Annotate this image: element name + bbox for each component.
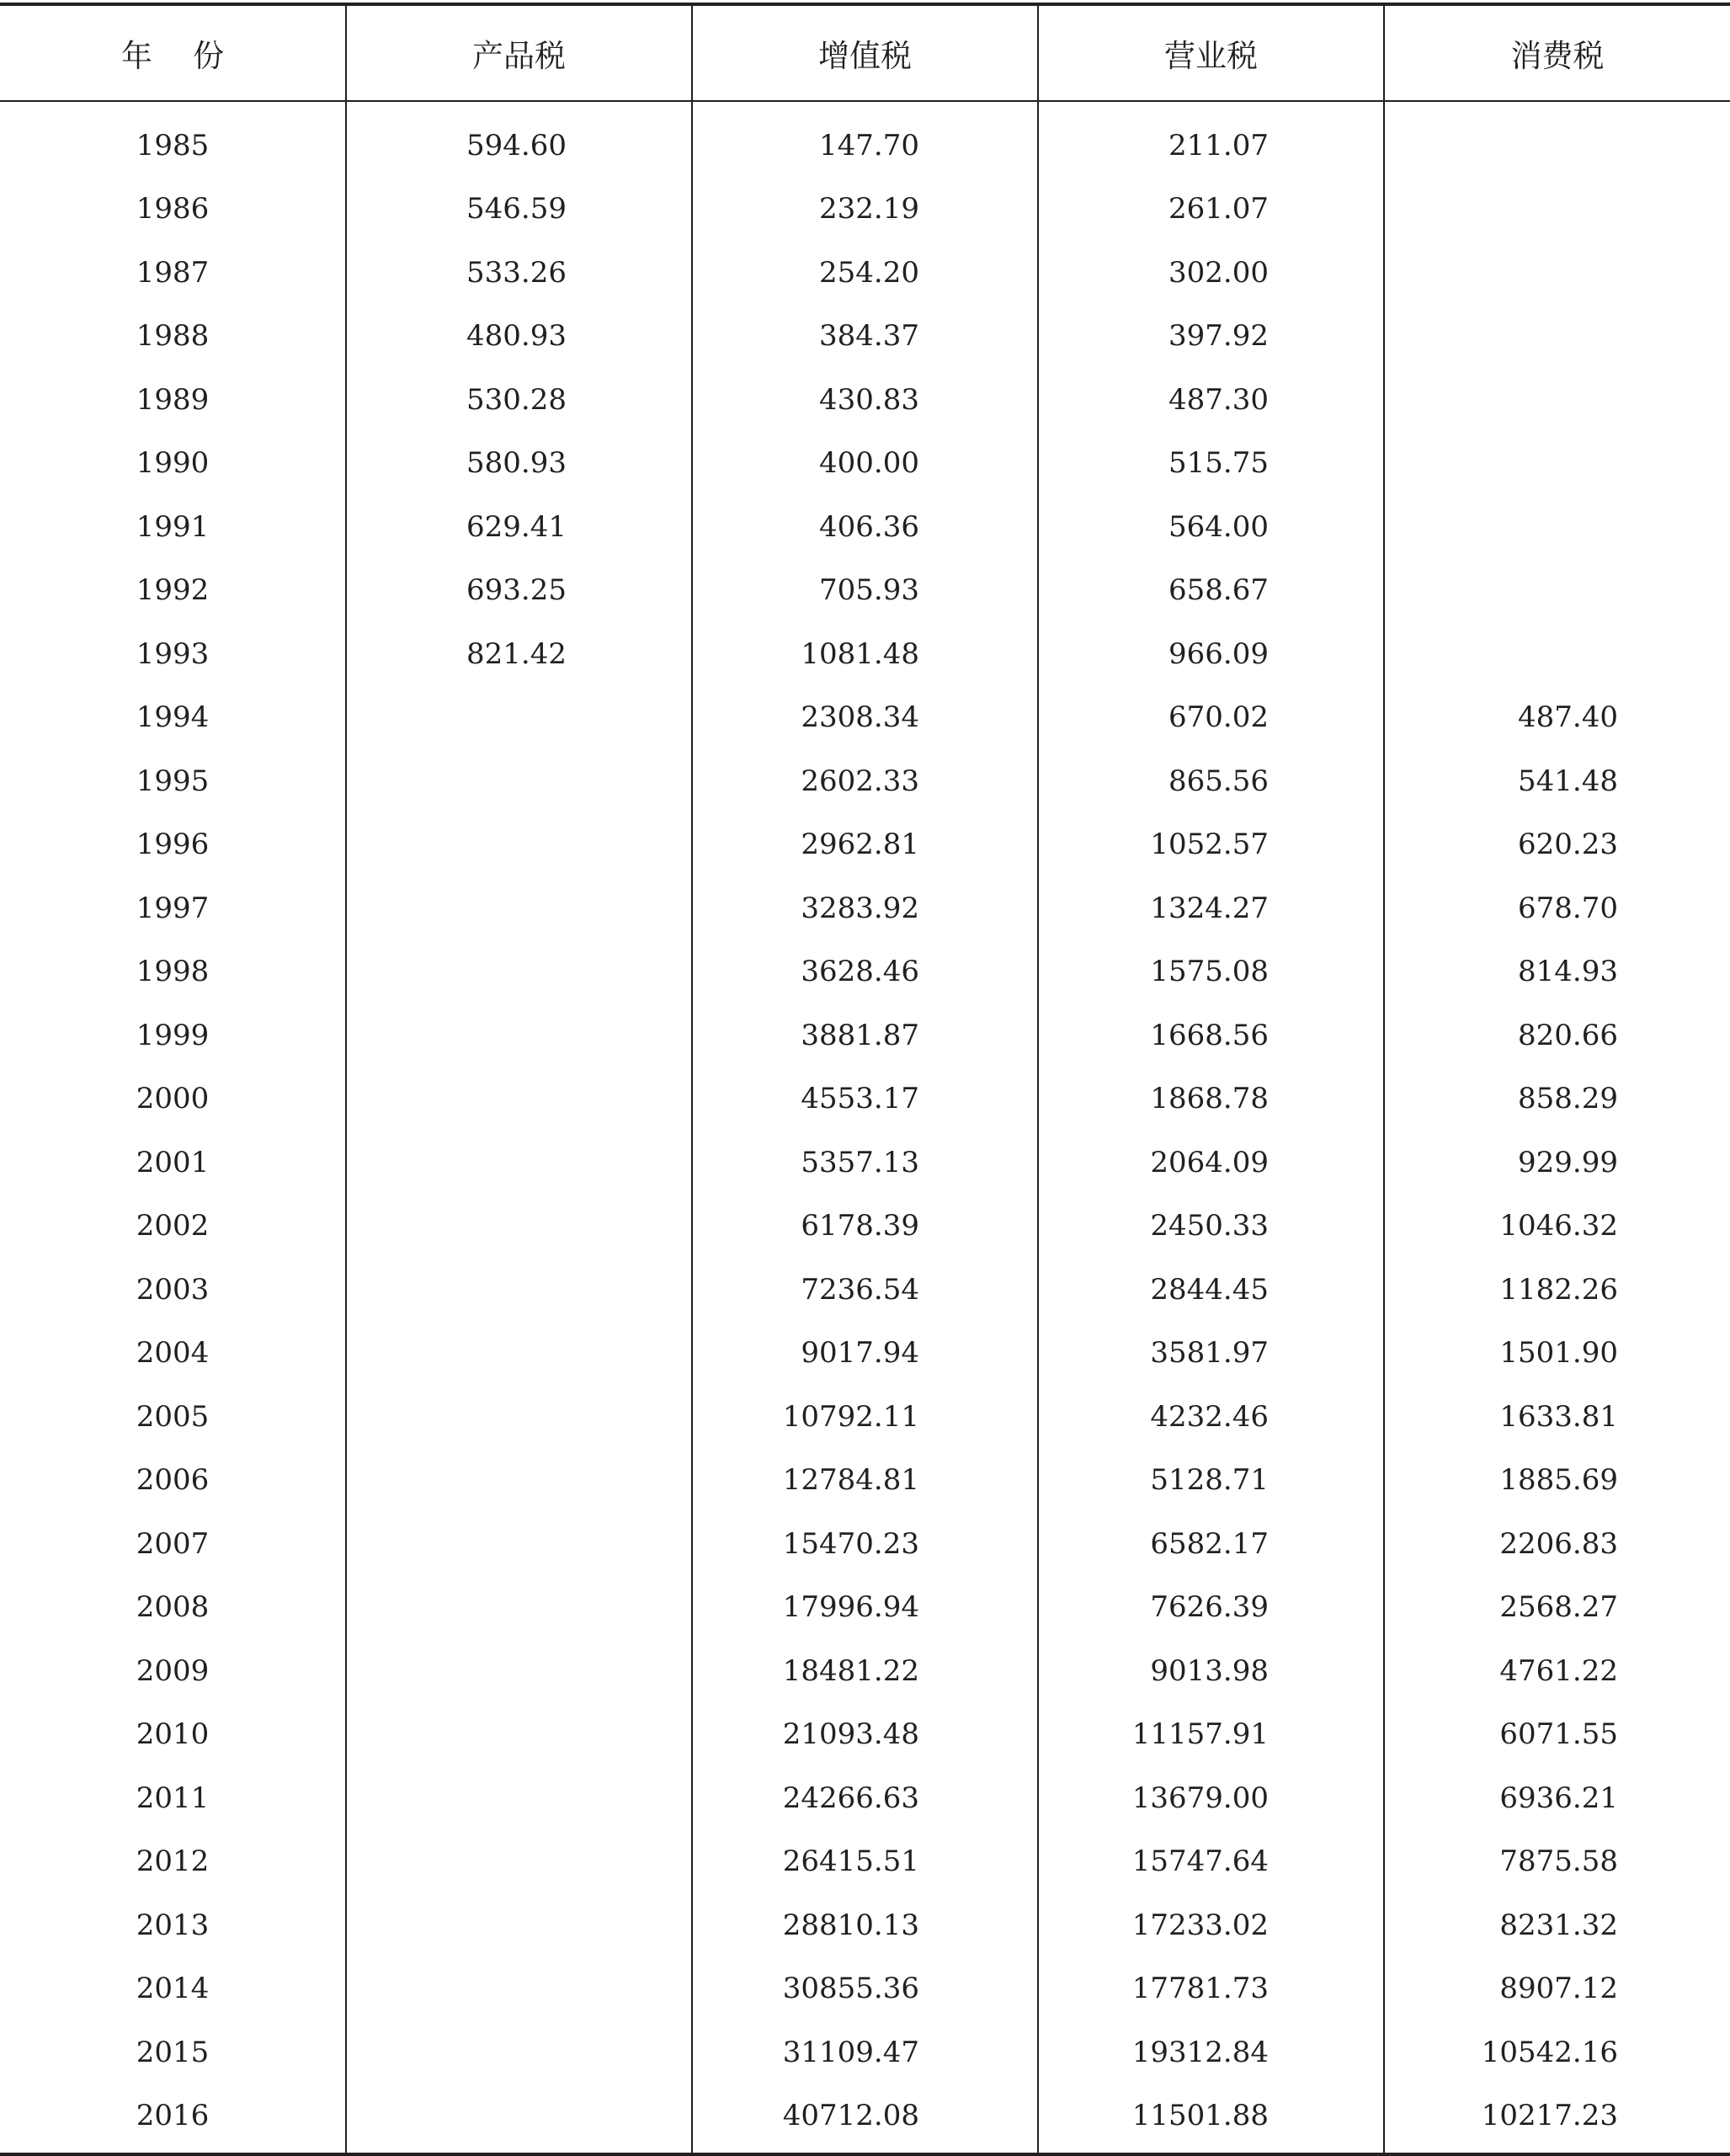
cell-product-tax (346, 1830, 692, 1894)
table-row (0, 1639, 1730, 1703)
cell-business-tax: 564.00 (1038, 495, 1384, 559)
cell-business-tax: 5128.71 (1038, 1449, 1384, 1513)
cell-consumption-tax: 620.23 (1384, 813, 1730, 877)
cell-consumption-tax: 929.99 (1384, 1131, 1730, 1195)
cell-consumption-tax (1384, 622, 1730, 686)
header-year: 年份 (0, 4, 346, 101)
cell-year: 2008 (136, 1590, 210, 1625)
cell-value-added-tax: 6178.39 (692, 1195, 1038, 1259)
cell-year: 2006 (136, 1463, 210, 1498)
cell-product-tax (346, 1512, 692, 1576)
cell-business-tax: 11157.91 (1038, 1703, 1384, 1767)
cell-year: 1996 (136, 828, 210, 862)
cell-product-tax: 594.60 (346, 101, 692, 178)
cell-year: 2003 (136, 1272, 210, 1307)
cell-business-tax: 9013.98 (1038, 1639, 1384, 1703)
cell-value-added-tax: 147.70 (692, 101, 1038, 178)
cell-business-tax: 11501.88 (1038, 2084, 1384, 2155)
cell-consumption-tax: 6936.21 (1384, 1766, 1730, 1830)
cell-product-tax (346, 1385, 692, 1449)
cell-business-tax: 658.67 (1038, 559, 1384, 623)
cell-business-tax: 17233.02 (1038, 1893, 1384, 1957)
table-row (0, 749, 1730, 813)
cell-product-tax: 693.25 (346, 559, 692, 623)
cell-product-tax (346, 2084, 692, 2155)
cell-consumption-tax: 1182.26 (1384, 1258, 1730, 1322)
cell-value-added-tax: 10792.11 (692, 1385, 1038, 1449)
cell-consumption-tax: 10217.23 (1384, 2084, 1730, 2155)
cell-business-tax: 865.56 (1038, 749, 1384, 813)
cell-value-added-tax: 2602.33 (692, 749, 1038, 813)
table-row (0, 178, 1730, 242)
table-row (0, 1195, 1730, 1259)
cell-year: 2004 (136, 1336, 210, 1371)
table-row (0, 1766, 1730, 1830)
table-row (0, 813, 1730, 877)
table-row (0, 305, 1730, 369)
cell-product-tax (346, 1639, 692, 1703)
table-row (0, 1258, 1730, 1322)
cell-value-added-tax: 40712.08 (692, 2084, 1038, 2155)
cell-product-tax: 480.93 (346, 305, 692, 369)
cell-consumption-tax (1384, 559, 1730, 623)
cell-consumption-tax (1384, 178, 1730, 242)
cell-year: 2007 (136, 1526, 210, 1561)
table-row (0, 1385, 1730, 1449)
cell-product-tax: 580.93 (346, 432, 692, 496)
table-row (0, 2020, 1730, 2084)
table-body (0, 101, 1730, 2154)
cell-business-tax: 6582.17 (1038, 1512, 1384, 1576)
cell-business-tax: 2064.09 (1038, 1131, 1384, 1195)
cell-product-tax (346, 940, 692, 1004)
cell-product-tax: 821.42 (346, 622, 692, 686)
cell-consumption-tax: 487.40 (1384, 686, 1730, 750)
cell-year: 2014 (136, 1972, 210, 2006)
cell-product-tax (346, 1322, 692, 1386)
cell-consumption-tax (1384, 432, 1730, 496)
cell-product-tax (346, 1195, 692, 1259)
cell-year: 1995 (136, 764, 210, 798)
table-row (0, 876, 1730, 940)
cell-value-added-tax: 2962.81 (692, 813, 1038, 877)
table-row (0, 1512, 1730, 1576)
table-row (0, 686, 1730, 750)
cell-value-added-tax: 1081.48 (692, 622, 1038, 686)
cell-year: 1989 (136, 382, 210, 417)
cell-value-added-tax: 3881.87 (692, 1003, 1038, 1067)
cell-consumption-tax: 1633.81 (1384, 1385, 1730, 1449)
cell-business-tax: 1575.08 (1038, 940, 1384, 1004)
cell-value-added-tax: 15470.23 (692, 1512, 1038, 1576)
table-row (0, 368, 1730, 432)
cell-business-tax: 302.00 (1038, 241, 1384, 305)
cell-value-added-tax: 21093.48 (692, 1703, 1038, 1767)
cell-consumption-tax: 8231.32 (1384, 1893, 1730, 1957)
cell-year: 1988 (136, 319, 210, 354)
cell-value-added-tax: 5357.13 (692, 1131, 1038, 1195)
cell-product-tax: 546.59 (346, 178, 692, 242)
cell-consumption-tax: 2206.83 (1384, 1512, 1730, 1576)
cell-product-tax: 533.26 (346, 241, 692, 305)
table-header (0, 4, 1730, 101)
cell-year: 1999 (136, 1018, 210, 1052)
cell-year: 2001 (136, 1145, 210, 1179)
table-row (0, 559, 1730, 623)
cell-consumption-tax (1384, 495, 1730, 559)
cell-product-tax (346, 1766, 692, 1830)
cell-year: 1993 (136, 636, 210, 671)
cell-business-tax: 515.75 (1038, 432, 1384, 496)
cell-business-tax: 1052.57 (1038, 813, 1384, 877)
cell-product-tax (346, 1893, 692, 1957)
cell-product-tax (346, 686, 692, 750)
cell-business-tax: 4232.46 (1038, 1385, 1384, 1449)
table-row (0, 1131, 1730, 1195)
cell-product-tax (346, 1258, 692, 1322)
cell-business-tax: 261.07 (1038, 178, 1384, 242)
cell-value-added-tax: 24266.63 (692, 1766, 1038, 1830)
cell-consumption-tax: 7875.58 (1384, 1830, 1730, 1894)
cell-year: 1987 (136, 255, 210, 290)
cell-business-tax: 13679.00 (1038, 1766, 1384, 1830)
table-row (0, 1830, 1730, 1894)
tax-revenue-table (0, 3, 1730, 2156)
table-row (0, 1449, 1730, 1513)
cell-business-tax: 7626.39 (1038, 1576, 1384, 1640)
table-row (0, 622, 1730, 686)
cell-product-tax: 530.28 (346, 368, 692, 432)
cell-consumption-tax: 6071.55 (1384, 1703, 1730, 1767)
table-row (0, 241, 1730, 305)
cell-consumption-tax: 2568.27 (1384, 1576, 1730, 1640)
cell-value-added-tax: 17996.94 (692, 1576, 1038, 1640)
cell-value-added-tax: 12784.81 (692, 1449, 1038, 1513)
cell-consumption-tax: 1046.32 (1384, 1195, 1730, 1259)
cell-product-tax: 629.41 (346, 495, 692, 559)
cell-year: 1990 (136, 446, 210, 481)
cell-product-tax (346, 749, 692, 813)
cell-value-added-tax: 7236.54 (692, 1258, 1038, 1322)
cell-year: 1991 (136, 509, 210, 544)
cell-year: 2009 (136, 1653, 210, 1688)
cell-product-tax (346, 813, 692, 877)
cell-year: 2005 (136, 1399, 210, 1434)
cell-value-added-tax: 2308.34 (692, 686, 1038, 750)
cell-year: 2013 (136, 1908, 210, 1942)
cell-year: 1994 (136, 700, 210, 735)
table-row (0, 1322, 1730, 1386)
cell-value-added-tax: 3283.92 (692, 876, 1038, 940)
cell-product-tax (346, 1067, 692, 1131)
cell-year: 2015 (136, 2035, 210, 2069)
cell-year: 1998 (136, 955, 210, 989)
cell-consumption-tax: 814.93 (1384, 940, 1730, 1004)
cell-year: 2012 (136, 1845, 210, 1879)
cell-product-tax (346, 1957, 692, 2021)
cell-value-added-tax: 254.20 (692, 241, 1038, 305)
cell-business-tax: 966.09 (1038, 622, 1384, 686)
table-row (0, 1703, 1730, 1767)
header-business-tax: 营业税 (1038, 4, 1384, 101)
cell-product-tax (346, 1449, 692, 1513)
cell-value-added-tax: 400.00 (692, 432, 1038, 496)
header-value-added-tax: 增值税 (692, 4, 1038, 101)
cell-year: 2011 (136, 1781, 210, 1815)
cell-consumption-tax (1384, 305, 1730, 369)
cell-consumption-tax: 8907.12 (1384, 1957, 1730, 2021)
cell-business-tax: 17781.73 (1038, 1957, 1384, 2021)
table-row (0, 1957, 1730, 2021)
cell-consumption-tax: 858.29 (1384, 1067, 1730, 1131)
cell-value-added-tax: 31109.47 (692, 2020, 1038, 2084)
table-row (0, 432, 1730, 496)
table-row (0, 495, 1730, 559)
cell-value-added-tax: 9017.94 (692, 1322, 1038, 1386)
cell-business-tax: 487.30 (1038, 368, 1384, 432)
cell-year: 1997 (136, 891, 210, 925)
cell-value-added-tax: 26415.51 (692, 1830, 1038, 1894)
table-row (0, 2084, 1730, 2155)
cell-business-tax: 1324.27 (1038, 876, 1384, 940)
cell-consumption-tax (1384, 241, 1730, 305)
cell-year: 2000 (136, 1082, 210, 1116)
cell-year: 1986 (136, 192, 210, 226)
cell-value-added-tax: 384.37 (692, 305, 1038, 369)
cell-consumption-tax (1384, 368, 1730, 432)
cell-business-tax: 2844.45 (1038, 1258, 1384, 1322)
cell-product-tax (346, 1003, 692, 1067)
cell-business-tax: 1868.78 (1038, 1067, 1384, 1131)
header-consumption-tax: 消费税 (1384, 4, 1730, 101)
cell-consumption-tax: 541.48 (1384, 749, 1730, 813)
cell-value-added-tax: 705.93 (692, 559, 1038, 623)
cell-consumption-tax (1384, 101, 1730, 178)
cell-business-tax: 2450.33 (1038, 1195, 1384, 1259)
cell-product-tax (346, 1131, 692, 1195)
cell-value-added-tax: 4553.17 (692, 1067, 1038, 1131)
cell-year: 1992 (136, 573, 210, 608)
cell-year: 1985 (136, 128, 210, 162)
table-row (0, 101, 1730, 178)
cell-consumption-tax: 1885.69 (1384, 1449, 1730, 1513)
cell-product-tax (346, 1703, 692, 1767)
cell-product-tax (346, 2020, 692, 2084)
cell-business-tax: 3581.97 (1038, 1322, 1384, 1386)
table-row (0, 1003, 1730, 1067)
header-row (0, 4, 1730, 101)
cell-consumption-tax: 4761.22 (1384, 1639, 1730, 1703)
cell-year: 2002 (136, 1209, 210, 1243)
cell-product-tax (346, 1576, 692, 1640)
table-row (0, 940, 1730, 1004)
table-row (0, 1893, 1730, 1957)
cell-value-added-tax: 430.83 (692, 368, 1038, 432)
header-product-tax: 产品税 (346, 4, 692, 101)
cell-consumption-tax: 10542.16 (1384, 2020, 1730, 2084)
cell-value-added-tax: 18481.22 (692, 1639, 1038, 1703)
cell-consumption-tax: 820.66 (1384, 1003, 1730, 1067)
cell-business-tax: 15747.64 (1038, 1830, 1384, 1894)
cell-year: 2010 (136, 1717, 210, 1752)
cell-consumption-tax: 678.70 (1384, 876, 1730, 940)
cell-value-added-tax: 30855.36 (692, 1957, 1038, 2021)
cell-value-added-tax: 28810.13 (692, 1893, 1038, 1957)
cell-business-tax: 19312.84 (1038, 2020, 1384, 2084)
cell-business-tax: 1668.56 (1038, 1003, 1384, 1067)
cell-value-added-tax: 232.19 (692, 178, 1038, 242)
cell-product-tax (346, 876, 692, 940)
cell-business-tax: 397.92 (1038, 305, 1384, 369)
cell-consumption-tax: 1501.90 (1384, 1322, 1730, 1386)
cell-business-tax: 211.07 (1038, 101, 1384, 178)
cell-business-tax: 670.02 (1038, 686, 1384, 750)
table-row (0, 1067, 1730, 1131)
table-row (0, 1576, 1730, 1640)
cell-value-added-tax: 406.36 (692, 495, 1038, 559)
cell-value-added-tax: 3628.46 (692, 940, 1038, 1004)
cell-year: 2016 (136, 2099, 210, 2133)
